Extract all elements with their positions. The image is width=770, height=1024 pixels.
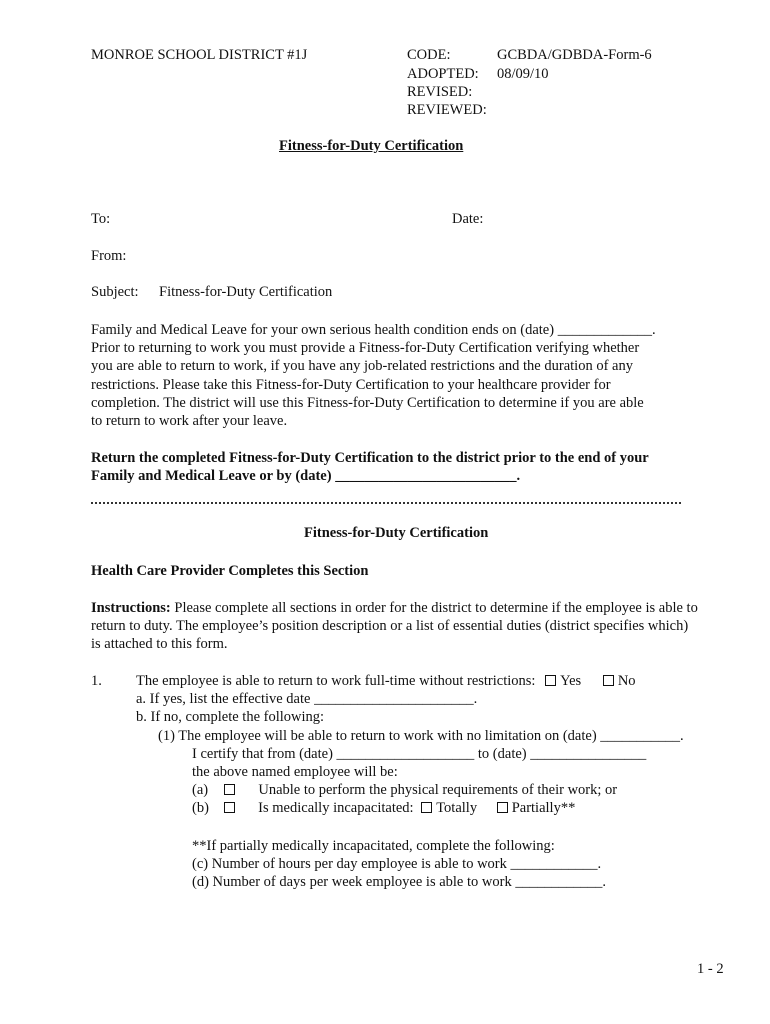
section-subtitle: Health Care Provider Completes this Section (91, 563, 369, 579)
code-value: GCBDA/GDBDA-Form-6 (497, 47, 652, 63)
item-d: (d) Number of days per week employee is able to work ____________. (192, 874, 606, 890)
partially-checkbox[interactable] (497, 802, 508, 813)
district-name: MONROE SCHOOL DISTRICT #1J (91, 47, 308, 63)
option-a-text: Unable to perform the physical requirements of their work; or (258, 782, 618, 798)
intro-line: to return to work after your leave. (91, 413, 288, 430)
adopted-label: ADOPTED: (407, 66, 479, 82)
intro-paragraph (91, 321, 731, 430)
page-number: 1 - 2 (697, 961, 724, 977)
item-question (136, 673, 636, 690)
item-b1: (1) The employee will be able to return to work with no limitation on (date) ___________. (158, 728, 684, 744)
option-a-label: (a) (192, 782, 209, 798)
item-a: a. If yes, list the effective date ______________________. (136, 691, 478, 707)
yes-label: Yes (560, 673, 582, 689)
return-notice (91, 449, 731, 485)
section-title: Fitness-for-Duty Certification (304, 525, 489, 541)
intro-line: completion. The district will use this Fitness-for-Duty Certification to determine if you are able (91, 394, 644, 411)
instructions-text: return to duty. The employee’s position description or a list of essential duties (district specifies which) (91, 618, 689, 635)
instructions-label: Instructions: (91, 600, 171, 616)
option-a (192, 782, 617, 799)
item-question-text: The employee is able to return to work full-time without restrictions: (136, 673, 536, 689)
item-b: b. If no, complete the following: (136, 709, 325, 725)
option-a-checkbox[interactable] (224, 784, 235, 795)
date-label: Date: (452, 211, 484, 227)
intro-line: Family and Medical Leave for your own serious health condition ends on (date) _____________. (91, 322, 656, 338)
from-label: From: (91, 248, 127, 264)
return-notice-line: Return the completed Fitness-for-Duty Certification to the district prior to the end of your (91, 450, 649, 466)
certify-line: I certify that from (date) ___________________ to (date) ________________ (192, 746, 647, 762)
subject-label: Subject: (91, 284, 139, 300)
option-b-checkbox[interactable] (224, 802, 235, 813)
intro-line: you are able to return to work, if you have any job-related restrictions and the duration of any (91, 358, 633, 375)
option-b-text: Is medically incapacitated: (258, 800, 414, 816)
partial-note: **If partially medically incapacitated, complete the following: (192, 838, 555, 854)
no-label: No (617, 673, 636, 689)
totally-label: Totally (436, 800, 478, 816)
instructions-text: Please complete all sections in order for the district to determine if the employee is able to (170, 600, 698, 616)
totally-checkbox[interactable] (421, 802, 432, 813)
instructions-text: is attached to this form. (91, 636, 228, 653)
intro-line: Prior to returning to work you must provide a Fitness-for-Duty Certification verifying whether (91, 340, 640, 357)
intro-line: restrictions. Please take this Fitness-for-Duty Certification to your healthcare provider for (91, 376, 611, 393)
instructions (91, 599, 731, 654)
revised-label: REVISED: (407, 84, 473, 100)
above-named-line: the above named employee will be: (192, 764, 398, 780)
item-number: 1. (91, 673, 102, 689)
yes-checkbox[interactable] (545, 675, 556, 686)
option-b-label: (b) (192, 800, 209, 816)
code-label: CODE: (407, 47, 451, 63)
item-c: (c) Number of hours per day employee is able to work ____________. (192, 856, 602, 872)
subject-value: Fitness-for-Duty Certification (159, 284, 333, 300)
reviewed-label: REVIEWED: (407, 102, 487, 118)
no-checkbox[interactable] (603, 675, 614, 686)
to-label: To: (91, 211, 111, 227)
adopted-value: 08/09/10 (497, 66, 549, 82)
return-notice-line: Family and Medical Leave or by (date) _________________________. (91, 468, 521, 485)
partially-label: Partially** (511, 800, 576, 816)
option-b (192, 800, 575, 817)
cut-line-divider (91, 502, 681, 504)
page-title: Fitness-for-Duty Certification (279, 138, 464, 154)
